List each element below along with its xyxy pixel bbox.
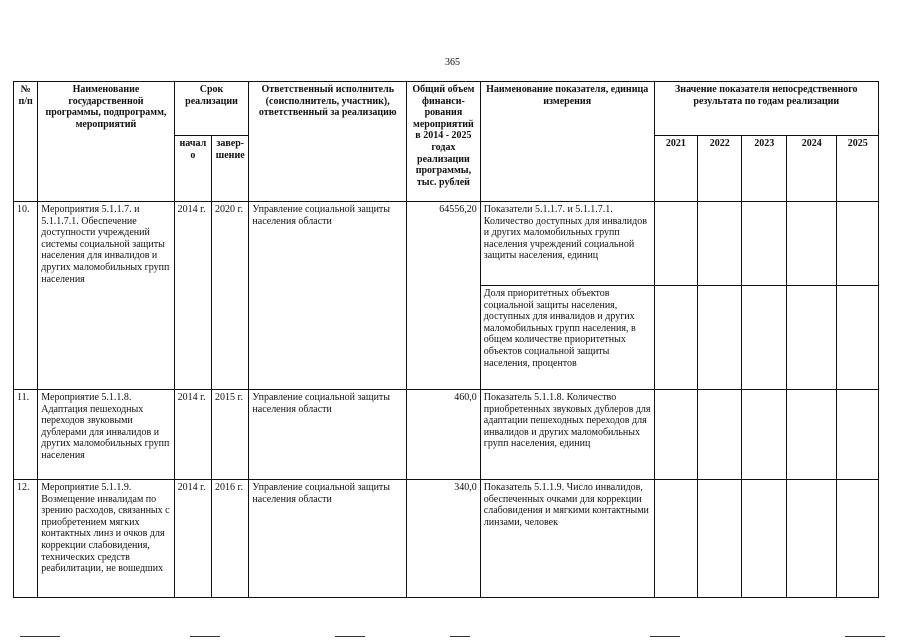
row-name: Мероприятие 5.1.1.9. Возмещение инвалидам по зрению расходов, связанных с приобретением мягких контактных линз и очков для коррекции слабовидения, технических средств реабилитации, не вошедших: [38, 480, 174, 598]
header-year-2025: 2025: [837, 136, 879, 202]
value-cell: [698, 480, 742, 598]
value-cell: [698, 286, 742, 390]
value-cell: [786, 202, 837, 286]
row-start: 2014 г.: [174, 480, 211, 598]
row-indicator: Доля приоритетных объектов социальной защиты населения, доступных для инвалидов и других маломобильных групп населения, в общем количестве приоритетных объектов социальной защиты населения, процентов: [480, 286, 654, 390]
header-num: № п/п: [14, 82, 38, 202]
value-cell: [742, 202, 786, 286]
row-end: 2020 г.: [212, 202, 249, 390]
row-num: 10.: [14, 202, 38, 390]
value-cell: [786, 390, 837, 480]
row-start: 2014 г.: [174, 202, 211, 390]
row-name: Мероприятие 5.1.1.8. Адаптация пешеходных переходов звуковыми дублерами для инвалидов и других маломобильных групп населения: [38, 390, 174, 480]
row-volume: 460,0: [407, 390, 481, 480]
row-executor: Управление социальной защиты населения области: [249, 202, 407, 390]
header-volume: Общий объем финанси-рования мероприятий в 2014 - 2025 годах реализации программы, тыс. рублей: [407, 82, 481, 202]
header-year-2023: 2023: [742, 136, 786, 202]
value-cell: [742, 286, 786, 390]
row-num: 12.: [14, 480, 38, 598]
value-cell: [742, 480, 786, 598]
header-start: начало: [174, 136, 211, 202]
row-name: Мероприятия 5.1.1.7. и 5.1.1.7.1. Обеспечение доступности учреждений системы социальной защиты населения для инвалидов и других маломобильных групп населения: [38, 202, 174, 390]
row-executor: Управление социальной защиты населения области: [249, 480, 407, 598]
row-end: 2016 г.: [212, 480, 249, 598]
header-name: Наименование государственной программы, подпрограмм, мероприятий: [38, 82, 174, 202]
row-volume: 64556,20: [407, 202, 481, 390]
header-values: Значение показателя непосредственного результата по годам реализации: [654, 82, 878, 136]
header-term: Срок реализации: [174, 82, 249, 136]
header-year-2024: 2024: [786, 136, 837, 202]
program-table: [13, 81, 879, 598]
value-cell: [837, 286, 879, 390]
value-cell: [837, 202, 879, 286]
row-indicator: Показатели 5.1.1.7. и 5.1.1.7.1. Количество доступных для инвалидов и других маломобильных групп населения учреждений социальной защиты населения, единиц: [480, 202, 654, 286]
row-end: 2015 г.: [212, 390, 249, 480]
table-row: [14, 480, 879, 598]
value-cell: [837, 480, 879, 598]
value-cell: [654, 202, 697, 286]
header-year-2021: 2021: [654, 136, 697, 202]
row-indicator: Показатель 5.1.1.8. Количество приобретенных звуковых дублеров для адаптации пешеходных переходов для инвалидов и других маломобильных групп населения, единиц: [480, 390, 654, 480]
value-cell: [786, 286, 837, 390]
header-year-2022: 2022: [698, 136, 742, 202]
value-cell: [654, 480, 697, 598]
row-num: 11.: [14, 390, 38, 480]
row-start: 2014 г.: [174, 390, 211, 480]
table-row: [14, 390, 879, 480]
value-cell: [654, 286, 697, 390]
value-cell: [698, 202, 742, 286]
row-indicator: Показатель 5.1.1.9. Число инвалидов, обеспеченных очками для коррекции слабовидения и мягкими контактными линзами, человек: [480, 480, 654, 598]
table-row: [14, 202, 879, 286]
header-executor: Ответственный исполнитель (соисполнитель, участник), ответственный за реализацию: [249, 82, 407, 202]
header-end: завер-шение: [212, 136, 249, 202]
value-cell: [742, 390, 786, 480]
value-cell: [698, 390, 742, 480]
page-number: 365: [445, 57, 460, 68]
value-cell: [654, 390, 697, 480]
row-volume: 340,0: [407, 480, 481, 598]
scan-edge-marks: [0, 634, 905, 640]
row-executor: Управление социальной защиты населения области: [249, 390, 407, 480]
value-cell: [786, 480, 837, 598]
value-cell: [837, 390, 879, 480]
header-indicator: Наименование показателя, единица измерения: [480, 82, 654, 202]
